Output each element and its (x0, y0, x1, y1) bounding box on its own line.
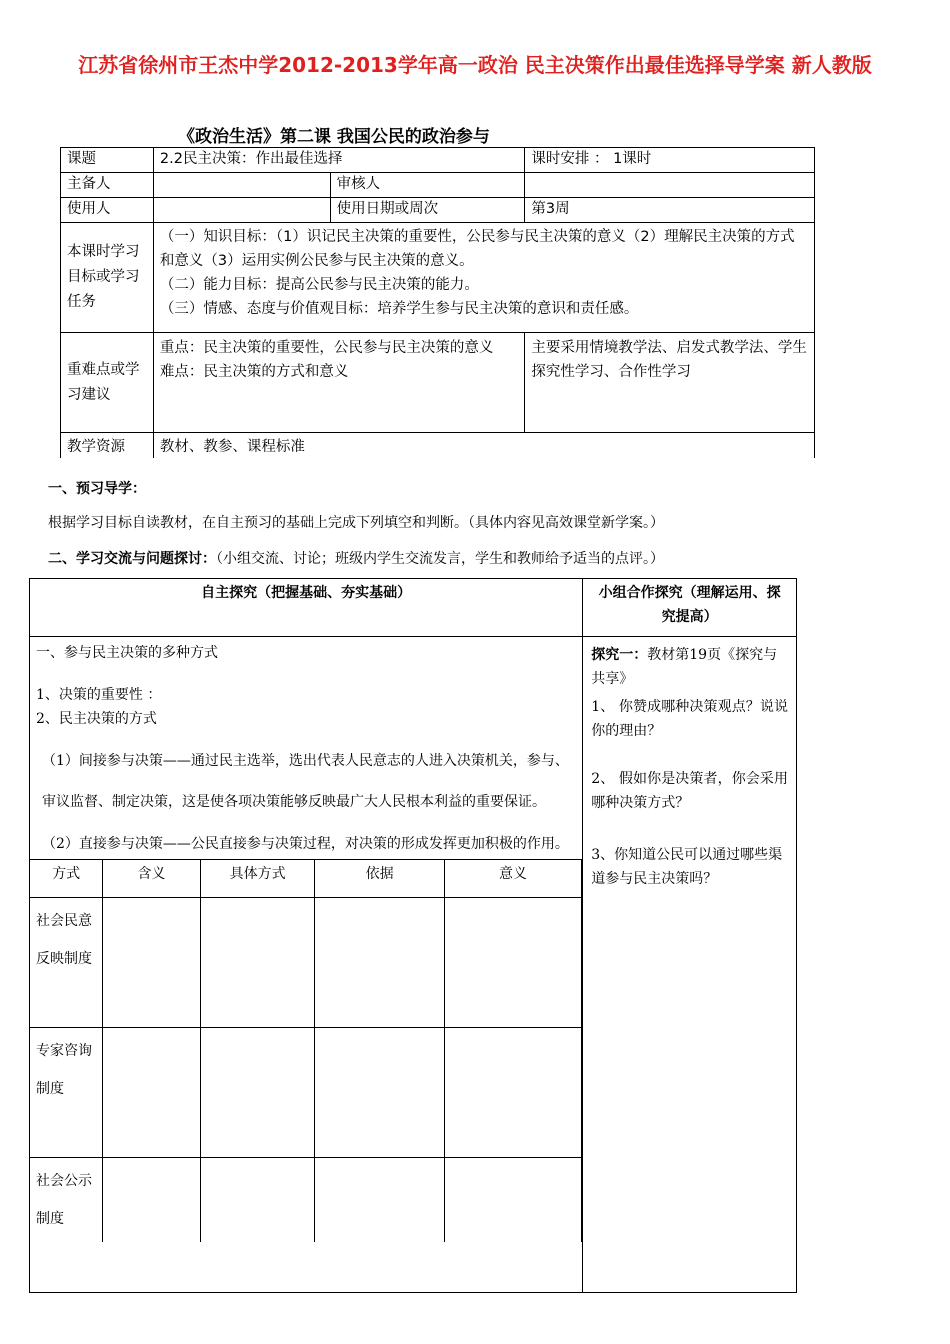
goals-label: 本课时学习目标或学习任务 (61, 223, 154, 333)
blank-cell (103, 898, 201, 1028)
blank-cell (103, 1158, 201, 1243)
self-study-header: 自主探究（把握基础、夯实基础） (30, 579, 583, 637)
methods-header-meaning: 含义 (103, 860, 201, 898)
preparer-value (153, 173, 330, 198)
importance-item: 1、决策的重要性 ： (36, 687, 162, 703)
date-label: 使用日期或周次 (330, 198, 525, 223)
methods-row-expert: 专家咨询制度 (30, 1028, 103, 1158)
explore-title: 探究一： (591, 647, 648, 663)
question-1: 1、 你赞成哪种决策观点？说说你的理由？ (591, 699, 788, 739)
user-label: 使用人 (61, 198, 154, 223)
blank-cell (444, 1158, 581, 1243)
section-preview (48, 478, 146, 498)
teaching-method: 主要采用情境教学法、启发式教学法、学生探究性学习、合作性学习 (525, 333, 815, 433)
key-point: 重点：民主决策的重要性，公民参与民主决策的意义 (159, 340, 494, 356)
lesson-subtitle: 《政治生活》第二课 我国公民的政治参与 (178, 127, 490, 147)
resource-label: 教学资源 (61, 433, 154, 459)
topic-value: 2.2民主决策：作出最佳选择 (153, 148, 524, 173)
goal-emotion: （三）情感、态度与价值观目标：培养学生参与民主决策的意识和责任感。 (159, 301, 639, 317)
section-discussion (48, 548, 664, 568)
key-label: 重难点或学习建议 (61, 333, 154, 433)
methods-header-significance: 意义 (444, 860, 581, 898)
methods-header-specific: 具体方式 (200, 860, 315, 898)
study-table (29, 578, 797, 1293)
methods-header-mode: 方式 (30, 860, 103, 898)
user-value (153, 198, 330, 223)
preparer-label: 主备人 (61, 173, 154, 198)
ways-heading: 一、参与民主决策的多种方式 (36, 645, 218, 661)
section-discussion-text: （小组交流、讨论；班级内学生交流发言，学生和教师给予适当的点评。） (216, 551, 664, 567)
hours-label: 课时安排 ： 1课时 (525, 148, 815, 173)
blank-cell (315, 1158, 444, 1243)
methods-table (30, 859, 582, 1242)
blank-cell (444, 898, 581, 1028)
blank-cell (200, 898, 315, 1028)
direct-item: （2）直接参与决策——公民直接参与决策过程，对决策的形成发挥更加积极的作用。 (42, 836, 569, 852)
section-discussion-heading: 二、学习交流与问题探讨： (48, 551, 216, 567)
resource-value: 教材、教参、课程标准 (153, 433, 814, 459)
blank-cell (444, 1028, 581, 1158)
methods-row-publicity: 社会公示制度 (30, 1158, 103, 1243)
methods-item: 2、民主决策的方式 (36, 711, 157, 727)
goal-knowledge: （一）知识目标：（1）识记民主决策的重要性，公民参与民主决策的意义（2）理解民主决策的方式和意义（3）运用实例公民参与民主决策的意义。 (159, 229, 795, 269)
blank-cell (315, 898, 444, 1028)
reviewer-label: 审核人 (330, 173, 525, 198)
document-title: 江苏省徐州市王杰中学2012-2013学年高一政治 民主决策作出最佳选择导学案 新人教版 (78, 53, 872, 77)
blank-cell (315, 1028, 444, 1158)
explore-one (591, 643, 788, 691)
difficult-point: 难点：民主决策的方式和意义 (159, 364, 349, 380)
methods-row-public-opinion: 社会民意反映制度 (30, 898, 103, 1028)
explore-text: 教材第19页《探究与共享》 (591, 647, 778, 687)
lesson-info-table (60, 147, 815, 458)
reviewer-value (525, 173, 815, 198)
question-3: 3、你知道公民可以通过哪些渠道参与民主决策吗？ (591, 847, 783, 887)
goal-ability: （二）能力目标：提高公民参与民主决策的能力。 (159, 277, 479, 293)
section-preview-text: 根据学习目标自读教材，在自主预习的基础上完成下列填空和判断。（具体内容见高效课堂新学案。） (48, 515, 664, 531)
question-2: 2、 假如你是决策者，你会采用哪种决策方式？ (591, 771, 788, 811)
blank-cell (103, 1028, 201, 1158)
methods-header-basis: 依据 (315, 860, 444, 898)
blank-cell (200, 1158, 315, 1243)
topic-label: 课题 (61, 148, 154, 173)
date-value: 第3周 (525, 198, 815, 223)
section-preview-heading: 一、预习导学： (48, 481, 146, 497)
blank-cell (200, 1028, 315, 1158)
group-study-header: 小组合作探究（理解运用、探究提高） (583, 579, 797, 637)
indirect-item: （1）间接参与决策——通过民主选举，选出代表人民意志的人进入决策机关，参与、审议监督、制定决策，这是使各项决策能够反映最广大人民根本利益的重要保证。 (42, 753, 569, 810)
